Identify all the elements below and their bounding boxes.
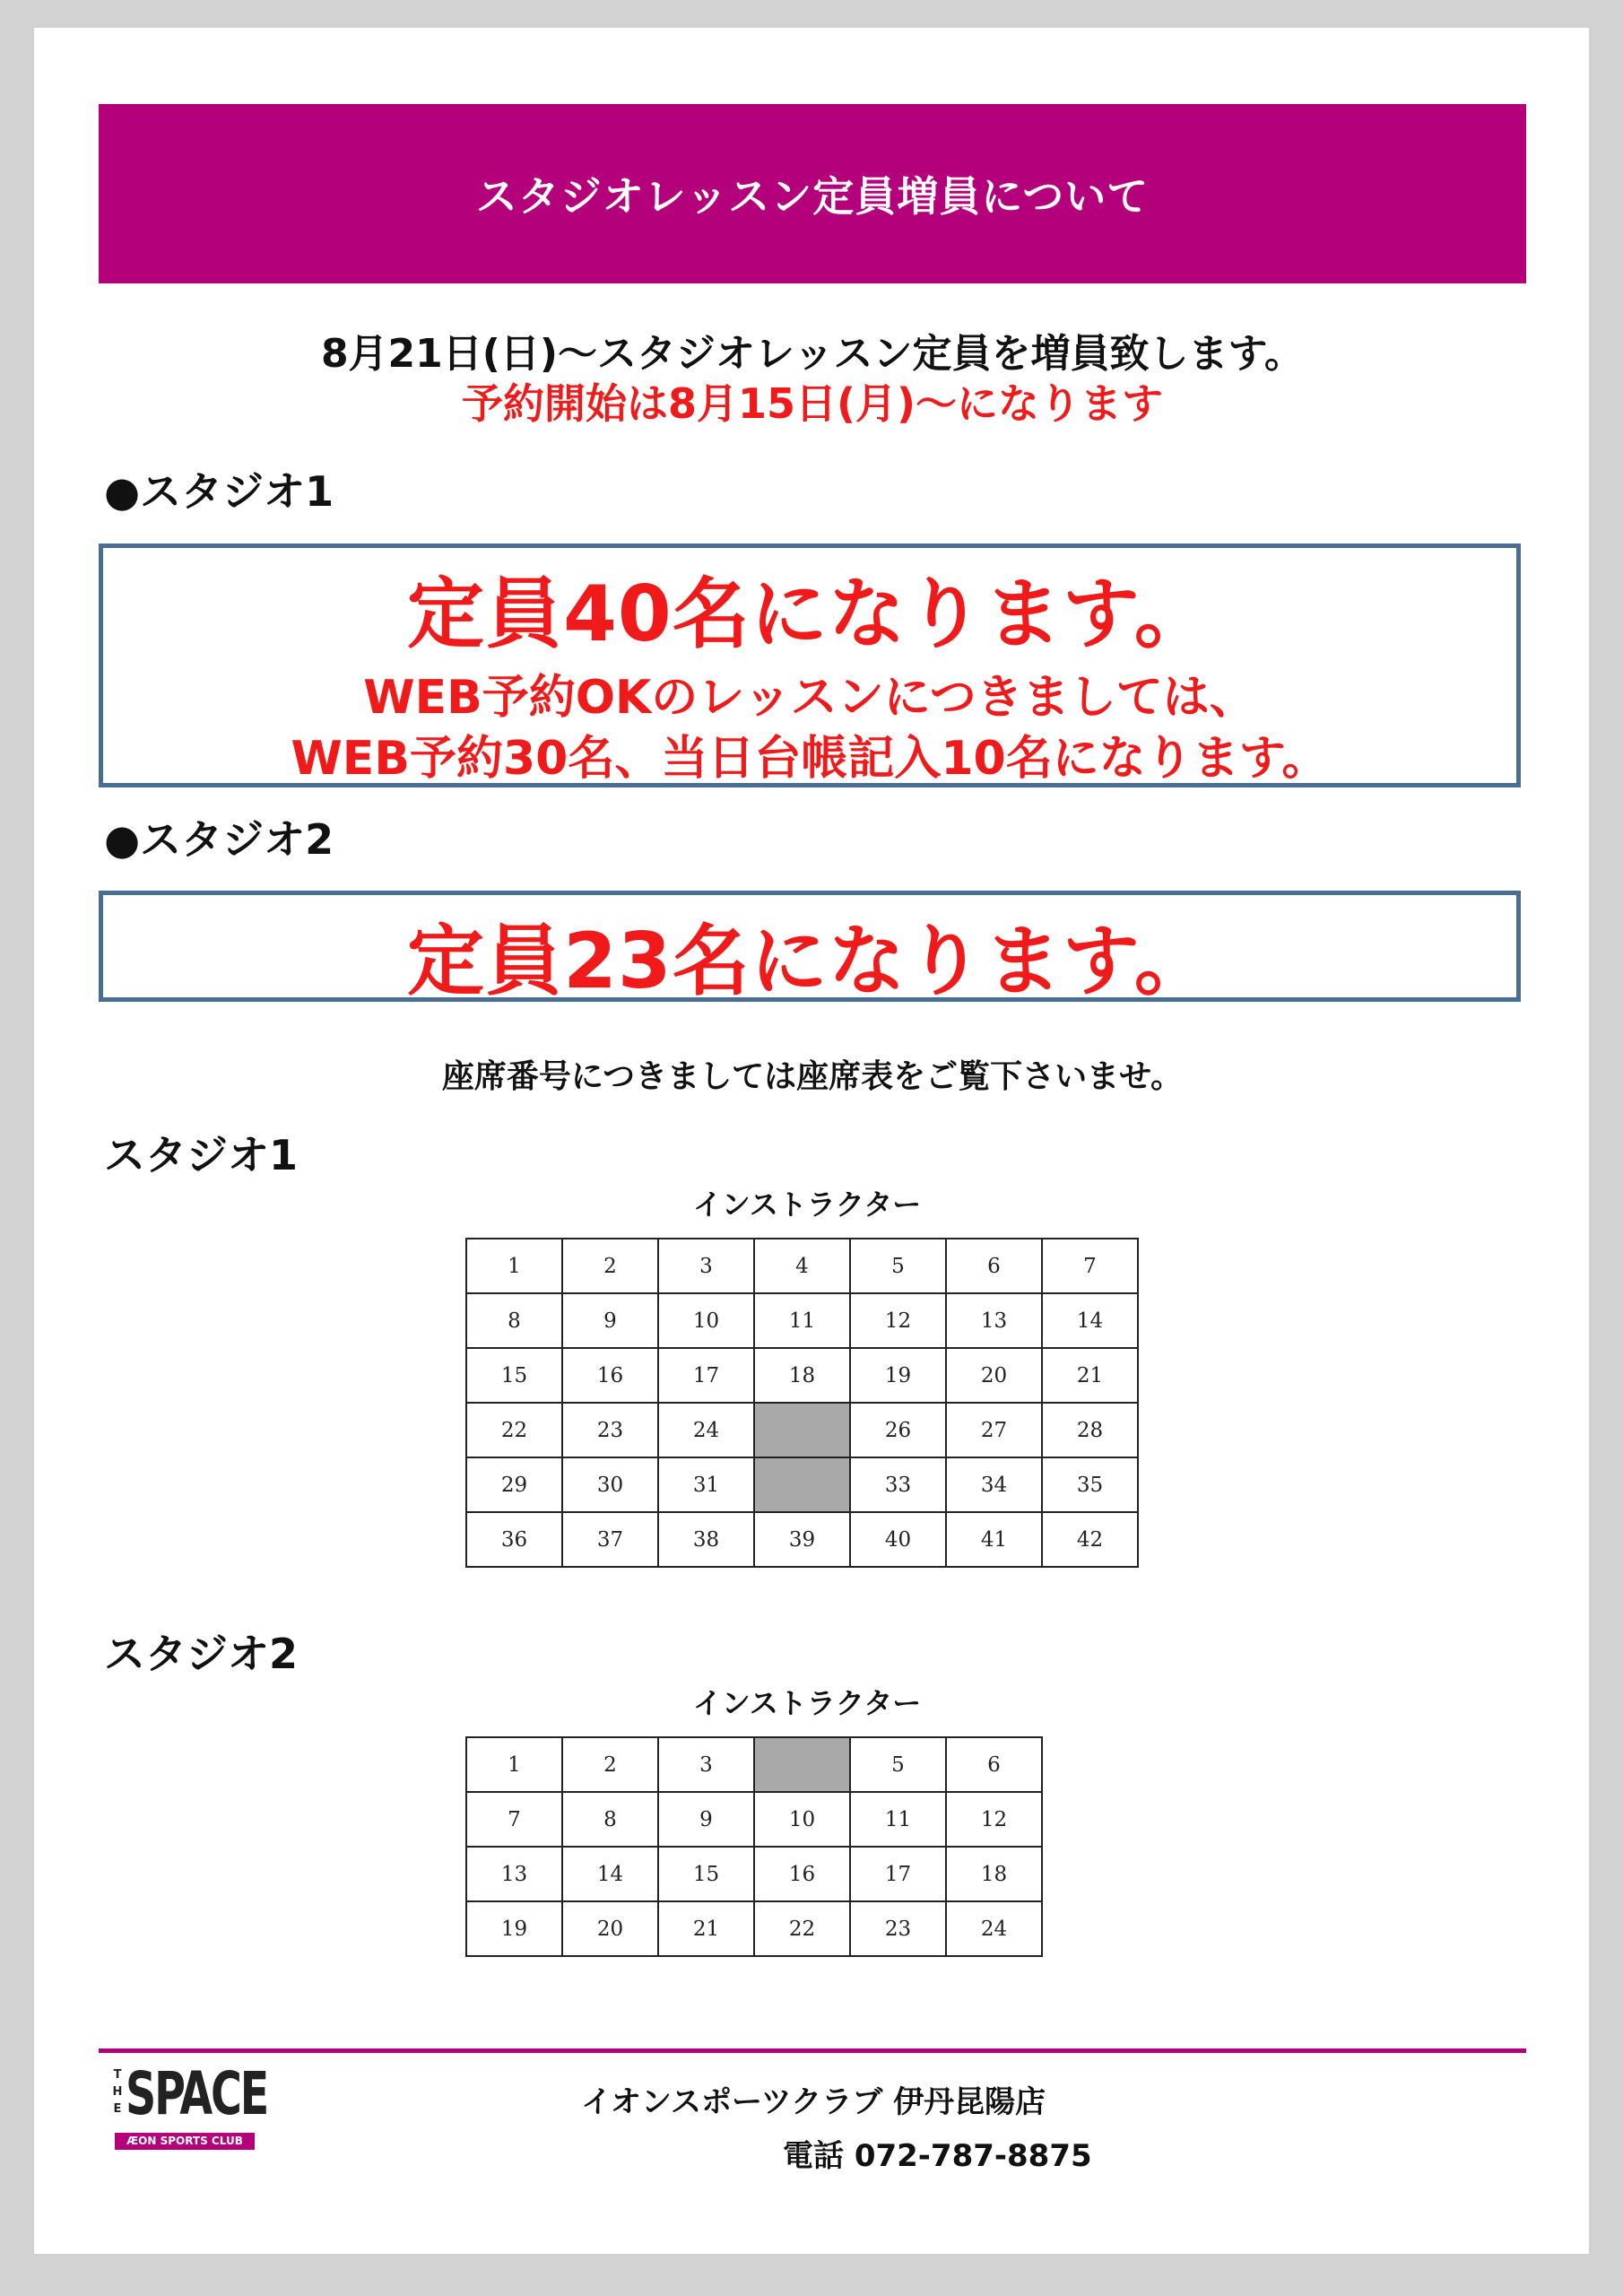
studio2-seat-cell: 7 — [466, 1792, 562, 1847]
studio1-seat-cell: 36 — [466, 1512, 562, 1567]
studio2-capacity: 定員23名になります。 — [407, 917, 1212, 1006]
studio1-seat-cell: 15 — [466, 1348, 562, 1403]
studio1-seat-cell: 7 — [1042, 1239, 1138, 1293]
studio1-seat-cell: 29 — [466, 1457, 562, 1512]
studio2-seat-cell: 13 — [466, 1847, 562, 1901]
studio1-seat-cell: 3 — [658, 1239, 754, 1293]
studio1-seat-cell: 41 — [946, 1512, 1042, 1567]
space-logo — [111, 2059, 268, 2154]
reservation-start-line: 予約開始は8月15日(月)～になります — [461, 379, 1164, 428]
studio1-seat-cell: 11 — [754, 1293, 850, 1348]
studio1-instructor-label: インストラクター — [692, 1187, 922, 1222]
studio1-seat-cell: 23 — [562, 1403, 658, 1457]
studio1-seat-row — [466, 1293, 1138, 1348]
studio2-seat-cell: 10 — [754, 1792, 850, 1847]
studio2-seat-cell: 21 — [658, 1901, 754, 1956]
studio2-seat-cell: 14 — [562, 1847, 658, 1901]
studio1-seat-cell: 16 — [562, 1348, 658, 1403]
studio1-seat-cell: 9 — [562, 1293, 658, 1348]
studio1-seat-cell: 17 — [658, 1348, 754, 1403]
studio1-heading: ●スタジオ1 — [104, 467, 334, 516]
studio1-blocked-seat — [754, 1403, 850, 1457]
studio2-instructor-label: インストラクター — [692, 1686, 922, 1720]
studio1-seat-cell: 20 — [946, 1348, 1042, 1403]
studio1-seatmap-label: スタジオ1 — [104, 1131, 299, 1179]
studio2-seat-row — [466, 1901, 1042, 1956]
studio1-blocked-seat — [754, 1457, 850, 1512]
header-band — [99, 104, 1526, 283]
studio1-seat-cell: 35 — [1042, 1457, 1138, 1512]
studio1-seat-cell: 1 — [466, 1239, 562, 1293]
studio1-seat-row — [466, 1512, 1138, 1567]
studio2-seat-cell: 17 — [850, 1847, 946, 1901]
studio1-seat-cell: 38 — [658, 1512, 754, 1567]
studio1-seat-cell: 28 — [1042, 1403, 1138, 1457]
studio1-seat-cell: 19 — [850, 1348, 946, 1403]
studio2-seat-cell: 5 — [850, 1737, 946, 1792]
studio2-notice-box — [99, 891, 1521, 1006]
studio2-seatmap-label: スタジオ2 — [104, 1630, 299, 1678]
studio2-seat-cell: 12 — [946, 1792, 1042, 1847]
studio1-seat-cell: 5 — [850, 1239, 946, 1293]
studio1-seat-cell: 31 — [658, 1457, 754, 1512]
studio2-seat-row — [466, 1792, 1042, 1847]
studio1-web-line2: WEB予約30名、当日台帳記入10名になります。 — [291, 732, 1329, 786]
studio2-seat-cell: 11 — [850, 1792, 946, 1847]
studio1-seat-cell: 33 — [850, 1457, 946, 1512]
studio1-seat-cell: 39 — [754, 1512, 850, 1567]
studio2-seat-row — [466, 1737, 1042, 1792]
club-name: イオンスポーツクラブ 伊丹昆陽店 — [581, 2084, 1046, 2120]
studio2-blocked-seat — [754, 1737, 850, 1792]
studio2-seat-cell: 8 — [562, 1792, 658, 1847]
studio1-seat-cell: 12 — [850, 1293, 946, 1348]
intro-line: 8月21日(日)～スタジオレッスン定員を増員致します。 — [320, 331, 1305, 377]
studio1-seat-cell: 2 — [562, 1239, 658, 1293]
studio2-seat-cell: 6 — [946, 1737, 1042, 1792]
studio1-seat-cell: 26 — [850, 1403, 946, 1457]
studio1-seat-row — [466, 1457, 1138, 1512]
studio2-seat-table — [465, 1736, 1043, 1957]
studio1-seat-row — [466, 1403, 1138, 1457]
footer-divider — [99, 2048, 1526, 2053]
studio2-seat-cell: 2 — [562, 1737, 658, 1792]
page-title: スタジオレッスン定員増員について — [475, 172, 1150, 221]
studio1-seat-cell: 30 — [562, 1457, 658, 1512]
studio2-heading: ●スタジオ2 — [104, 815, 334, 864]
studio1-seat-cell: 42 — [1042, 1512, 1138, 1567]
studio1-seat-cell: 37 — [562, 1512, 658, 1567]
studio1-seat-cell: 14 — [1042, 1293, 1138, 1348]
studio1-seat-cell: 4 — [754, 1239, 850, 1293]
studio2-seat-cell: 20 — [562, 1901, 658, 1956]
studio2-seat-cell: 15 — [658, 1847, 754, 1901]
studio2-seat-cell: 18 — [946, 1847, 1042, 1901]
logo-sub-text: ÆON SPORTS CLUB — [115, 2133, 255, 2150]
studio1-seat-cell: 18 — [754, 1348, 850, 1403]
studio2-seat-cell: 24 — [946, 1901, 1042, 1956]
studio2-seat-cell: 19 — [466, 1901, 562, 1956]
studio1-seat-cell: 6 — [946, 1239, 1042, 1293]
studio2-seat-cell: 23 — [850, 1901, 946, 1956]
phone-number: 電話 072-787-8875 — [783, 2138, 1092, 2174]
studio1-seat-cell: 40 — [850, 1512, 946, 1567]
studio1-seat-cell: 24 — [658, 1403, 754, 1457]
studio1-seat-cell: 8 — [466, 1293, 562, 1348]
studio2-seat-row — [466, 1847, 1042, 1901]
studio1-seat-table — [465, 1238, 1139, 1568]
studio1-seat-cell: 13 — [946, 1293, 1042, 1348]
studio2-seat-cell: 16 — [754, 1847, 850, 1901]
studio1-seat-row — [466, 1348, 1138, 1403]
studio1-seat-cell: 10 — [658, 1293, 754, 1348]
logo-space-text: SPACE — [126, 2059, 268, 2128]
studio1-capacity: 定員40名になります。 — [407, 570, 1212, 659]
studio1-seat-cell: 34 — [946, 1457, 1042, 1512]
studio1-web-line1: WEB予約OKのレッスンにつきましては、 — [363, 671, 1256, 725]
studio2-seat-cell: 3 — [658, 1737, 754, 1792]
seat-map-note: 座席番号につきましては座席表をご覧下さいませ。 — [441, 1058, 1184, 1095]
studio1-seat-cell: 22 — [466, 1403, 562, 1457]
studio2-seat-cell: 9 — [658, 1792, 754, 1847]
studio1-seat-cell: 21 — [1042, 1348, 1138, 1403]
studio2-seat-cell: 1 — [466, 1737, 562, 1792]
studio1-seat-row — [466, 1239, 1138, 1293]
studio2-seat-cell: 22 — [754, 1901, 850, 1956]
logo-the-text: T H E — [112, 2068, 123, 2116]
studio1-notice-box — [99, 544, 1521, 787]
studio1-seat-cell: 27 — [946, 1403, 1042, 1457]
